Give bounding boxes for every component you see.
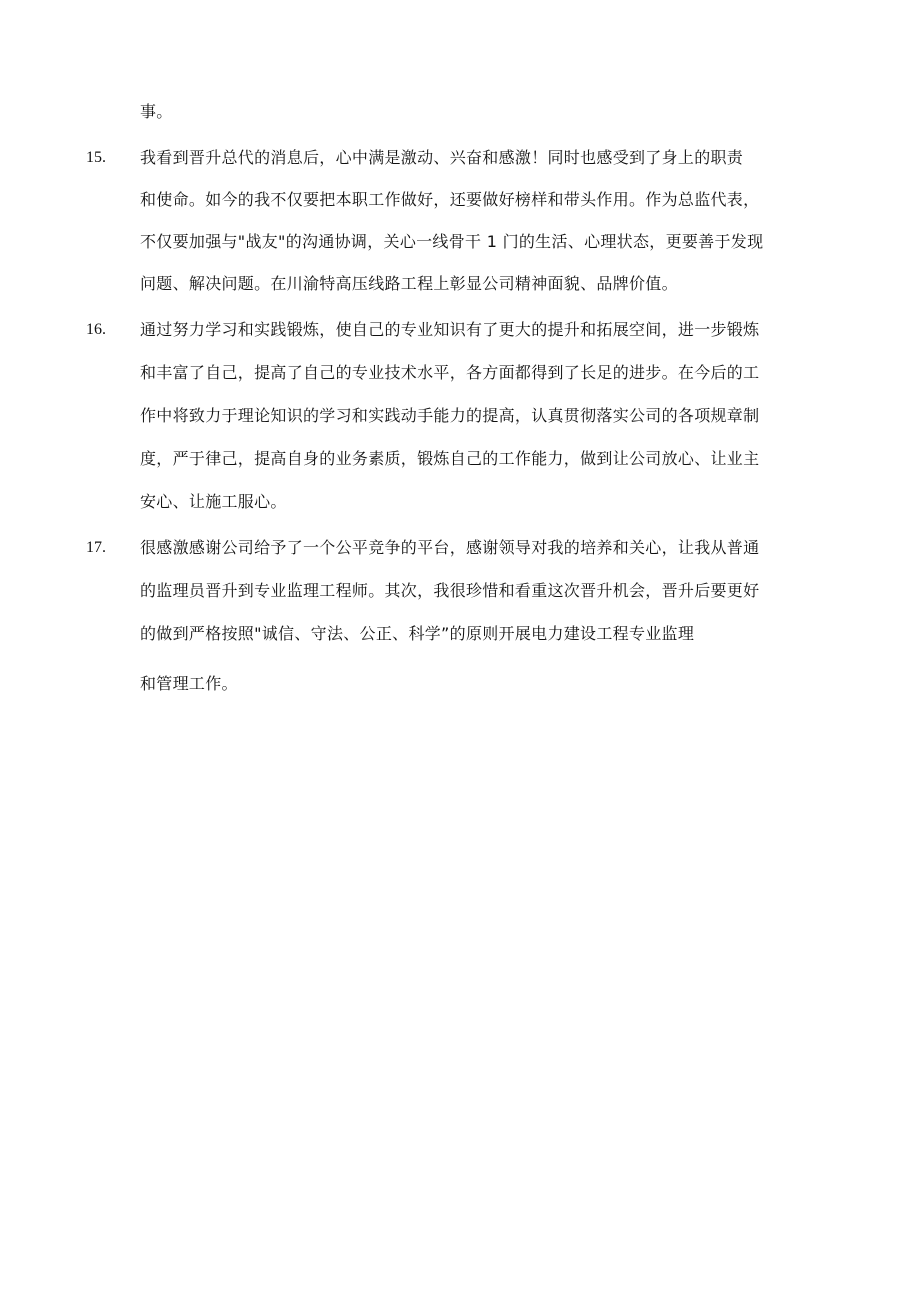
item-line: 我看到晋升总代的消息后，心中满是激动、兴奋和感激！同时也感受到了身上的职责: [140, 148, 744, 167]
item-line: 和丰富了自己，提高了自己的专业技术水平，各方面都得到了长足的进步。在今后的工: [140, 363, 760, 382]
item-number: 15.: [86, 149, 106, 166]
item-line: 问题、解决问题。在川渝特高压线路工程上彰显公司精神面貌、品牌价值。: [140, 274, 678, 293]
item-line: 通过努力学习和实践锻炼，使自己的专业知识有了更大的提升和拓展空间，进一步锻炼: [140, 320, 760, 339]
item-line: 和管理工作。: [140, 674, 238, 693]
item-number: 17.: [86, 539, 106, 556]
item-line: 不仅要加强与"战友"的沟通协调，关心一线骨干 1 门的生活、心理状态，更要善于发现: [140, 232, 764, 251]
item-line: 作中将致力于理论知识的学习和实践动手能力的提高，认真贯彻落实公司的各项规章制: [140, 406, 760, 425]
item-line: 度，严于律己，提高自身的业务素质，锻炼自己的工作能力，做到让公司放心、让业主: [140, 449, 760, 468]
item-line: 的监理员晋升到专业监理工程师。其次，我很珍惜和看重这次晋升机会，晋升后要更好: [140, 581, 760, 600]
item-number: 16.: [86, 321, 106, 338]
item-line: 很感激感谢公司给予了一个公平竞争的平台，感谢领导对我的培养和关心，让我从普通: [140, 538, 760, 557]
item-line: 的做到严格按照"诚信、守法、公正、科学”的原则开展电力建设工程专业监理: [140, 624, 695, 643]
continuation-line: 事。: [140, 102, 173, 121]
item-line: 和使命。如今的我不仅要把本职工作做好，还要做好榜样和带头作用。作为总监代表，: [140, 190, 760, 209]
item-line: 安心、让施工服心。: [140, 492, 287, 511]
